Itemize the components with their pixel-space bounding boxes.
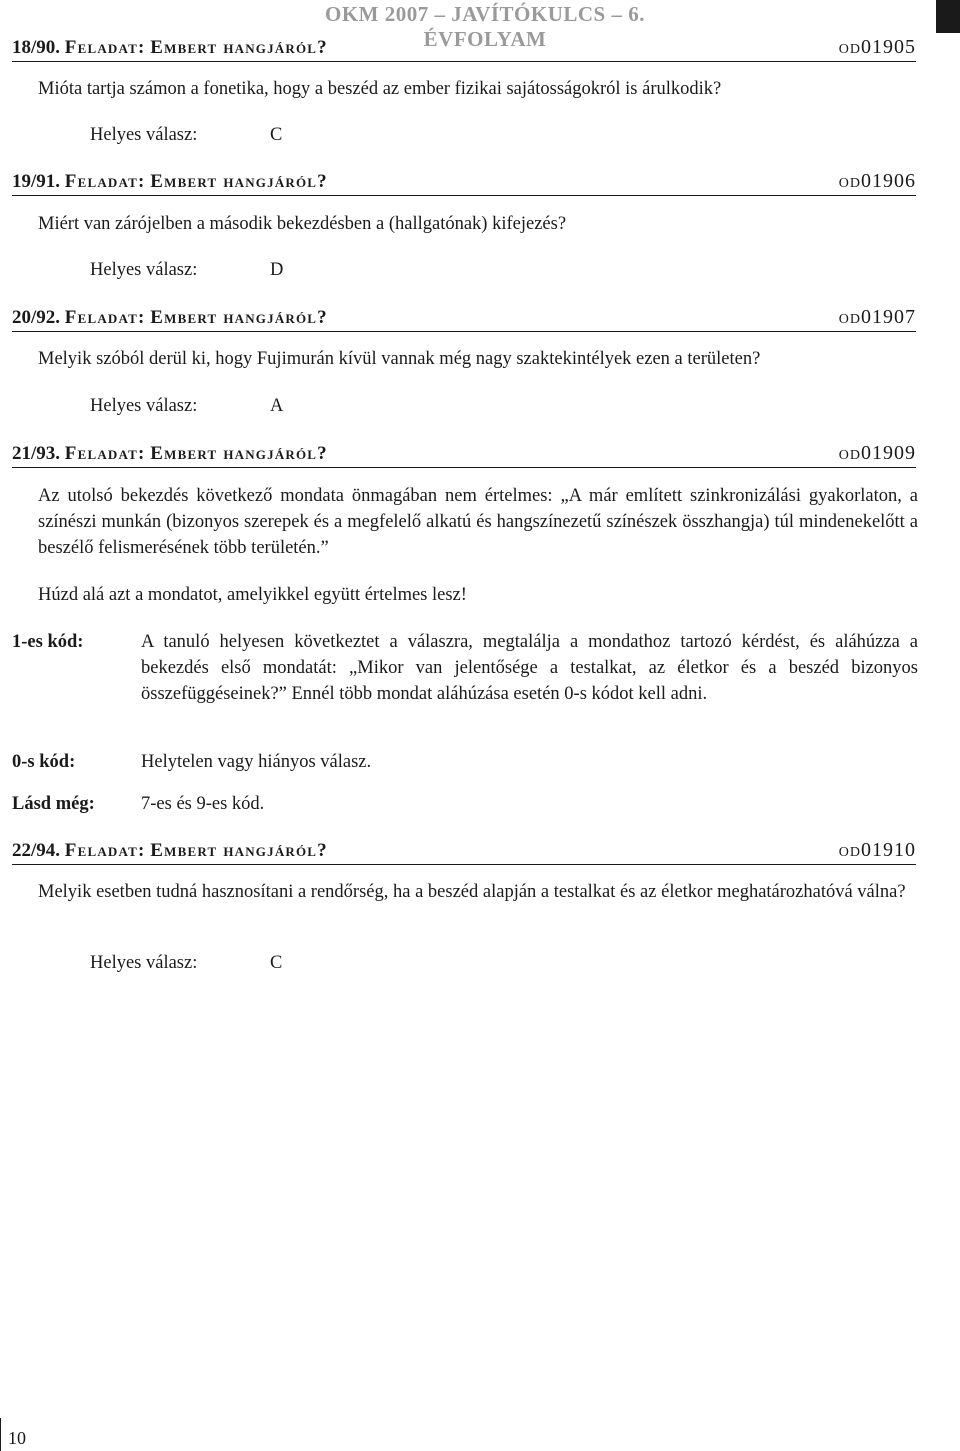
code-row — [12, 629, 918, 707]
task-topic: Embert hangjáról? — [150, 37, 328, 58]
question-text: Miért van zárójelben a második bekezdésben a (hallgatónak) kifejezés? — [38, 214, 567, 234]
task-title — [12, 840, 328, 862]
task-topic: Embert hangjáról? — [150, 171, 328, 192]
answer-label: Helyes válasz: — [90, 953, 198, 973]
answer-row — [90, 396, 283, 417]
task-title — [12, 307, 328, 329]
task-header — [12, 835, 916, 865]
task-number: 18/90. — [12, 37, 61, 58]
answer-label: Helyes válasz: — [90, 396, 198, 416]
task-topic: Embert hangjáról? — [150, 840, 328, 861]
code-label: 1-es kód: — [12, 632, 84, 652]
task-header — [12, 32, 916, 62]
answer-row — [90, 125, 282, 146]
task-title — [12, 37, 328, 59]
answer-label: Helyes válasz: — [90, 125, 198, 145]
code-text: 7-es és 9-es kód. — [141, 794, 265, 814]
task-header — [12, 166, 916, 196]
task-topic: Embert hangjáról? — [150, 307, 328, 328]
code-text: Helytelen vagy hiányos válasz. — [141, 752, 372, 772]
task-number: 21/93. — [12, 443, 61, 464]
task-header — [12, 302, 916, 332]
task-title — [12, 443, 328, 465]
task-code: od01909 — [838, 442, 916, 464]
answer-value: C — [270, 953, 283, 973]
task-number: 19/91. — [12, 171, 61, 192]
answer-label: Helyes válasz: — [90, 260, 198, 280]
task-code: od01910 — [838, 839, 916, 861]
task-code: od01907 — [838, 306, 916, 328]
question-text: Mióta tartja számon a fonetika, hogy a beszéd az ember fizikai sajátosságokról is árulkodik? — [38, 79, 722, 99]
answer-row — [90, 953, 282, 974]
margin-rule — [0, 1418, 1, 1451]
task-label: Feladat: — [64, 37, 146, 58]
question-text: Az utolsó bekezdés következő mondata önmagában nem értelmes: „A már említett szinkronizálási gyakorlaton, a színészi munkán (bizonyos szerepek és a megfelelő alkatú és hangszínezetű színészek összhangja) túl mindenekelőtt a beszélő felismerésének több területén.” — [38, 486, 918, 558]
task-number: 20/92. — [12, 307, 61, 328]
answer-value: C — [270, 125, 283, 145]
answer-value: A — [270, 396, 284, 416]
task-code: od01905 — [838, 36, 916, 58]
code-label: 0-s kód: — [12, 752, 76, 772]
task-label: Feladat: — [64, 171, 146, 192]
code-row — [12, 791, 918, 817]
task-label: Feladat: — [64, 307, 146, 328]
task-code: od01906 — [838, 170, 916, 192]
task-title — [12, 171, 328, 193]
question-text: Melyik szóból derül ki, hogy Fujimurán kívül vannak még nagy szaktekintélyek ezen a területen? — [38, 349, 761, 369]
code-text: A tanuló helyesen következtet a válaszra, megtalálja a mondathoz tartozó kérdést, és aláhúzza a bekezdés első mondatát: „Mikor van jelentősége a testalkat, az életkor és a beszéd bizonyos összefüggéseinek?” Ennél több mondat aláhúzása esetén 0-s kódot kell adni. — [141, 632, 918, 704]
running-header: OKM 2007 – JAVÍTÓKULCS – 6. ÉVFOLYAM — [325, 2, 645, 51]
task-number: 22/94. — [12, 840, 61, 861]
task-topic: Embert hangjáról? — [150, 443, 328, 464]
corner-mark — [936, 0, 960, 33]
task-label: Feladat: — [64, 443, 146, 464]
code-label: Lásd még: — [12, 794, 95, 814]
task-header — [12, 438, 916, 468]
question-text: Melyik esetben tudná hasznosítani a rendőrség, ha a beszéd alapján a testalkat és az életkor meghatározhatóvá válna? — [38, 882, 906, 902]
instruction-text: Húzd alá azt a mondatot, amelyikkel együtt értelmes lesz! — [38, 585, 467, 605]
page-number: 10 — [8, 1428, 26, 1448]
answer-value: D — [270, 260, 284, 280]
answer-row — [90, 260, 283, 281]
task-label: Feladat: — [64, 840, 146, 861]
code-row — [12, 749, 918, 775]
